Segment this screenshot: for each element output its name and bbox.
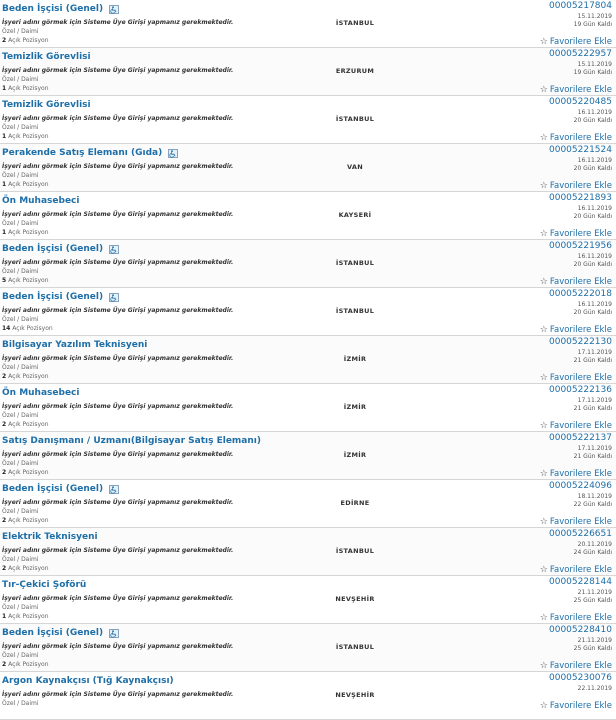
job-row (0, 480, 616, 528)
job-title-link[interactable]: Tır-Çekici Şoförü (2, 580, 87, 590)
employer-hidden-notice: İşyeri adını görmek için Sisteme Üye Girişi yapmanız gerekmektedir. (2, 211, 234, 218)
open-positions-label: Açık Pozisyon (8, 517, 49, 524)
job-city: İZMİR (343, 403, 367, 411)
add-to-favorites-label: Favorilere Ekle (549, 565, 612, 575)
add-to-favorites-label: Favorilere Ekle (549, 421, 612, 431)
job-title-link[interactable]: Bilgisayar Yazılım Teknisyeni (2, 340, 148, 350)
days-remaining: 22 Gün Kaldı (573, 501, 612, 508)
job-code-link[interactable]: 00005221524 (549, 145, 612, 155)
job-title-link[interactable]: Ön Muhasebeci (2, 196, 80, 206)
open-positions (2, 181, 49, 188)
employer-hidden-notice: İşyeri adını görmek için Sisteme Üye Girişi yapmanız gerekmektedir. (2, 355, 234, 362)
add-to-favorites-label: Favorilere Ekle (549, 133, 612, 143)
open-positions (2, 373, 49, 380)
employer-hidden-notice: İşyeri adını görmek için Sisteme Üye Girişi yapmanız gerekmektedir. (2, 19, 234, 26)
add-to-favorites-button[interactable] (540, 660, 612, 672)
job-city: İSTANBUL (335, 115, 375, 123)
days-remaining: 20 Gün Kaldı (573, 213, 612, 220)
job-title-link[interactable]: Temizlik Görevlisi (2, 52, 91, 62)
open-positions (2, 325, 53, 332)
job-title-link[interactable]: Elektrik Teknisyeni (2, 532, 98, 542)
job-date: 16.11.2019 (577, 253, 612, 260)
add-to-favorites-label: Favorilere Ekle (549, 701, 612, 711)
job-code-link[interactable]: 00005221956 (549, 241, 612, 251)
open-positions-count: 1 (2, 613, 7, 620)
job-type: Özel / Daimi (2, 652, 39, 659)
open-positions-label: Açık Pozisyon (8, 661, 49, 668)
add-to-favorites-label: Favorilere Ekle (549, 661, 612, 671)
job-row (0, 672, 616, 720)
open-positions (2, 469, 49, 476)
wheelchair-icon (109, 245, 119, 254)
job-date: 15.11.2019 (577, 61, 612, 68)
add-to-favorites-button[interactable] (540, 180, 612, 192)
add-to-favorites-label: Favorilere Ekle (549, 325, 612, 335)
job-title-link[interactable]: Satış Danışmanı / Uzmanı(Bilgisayar Satış Elemanı) (2, 436, 261, 446)
title-line (2, 194, 79, 208)
job-city: İZMİR (343, 355, 367, 363)
job-row (0, 384, 616, 432)
job-date: 15.11.2019 (577, 13, 612, 20)
employer-hidden-notice: İşyeri adını görmek için Sisteme Üye Girişi yapmanız gerekmektedir. (2, 163, 234, 170)
add-to-favorites-label: Favorilere Ekle (549, 37, 612, 47)
open-positions (2, 277, 49, 284)
add-to-favorites-button[interactable] (540, 516, 612, 528)
job-city: İSTANBUL (335, 643, 375, 651)
job-row (0, 48, 616, 96)
job-type: Özel / Daimi (2, 604, 39, 611)
job-date: 17.11.2019 (577, 349, 612, 356)
job-row (0, 528, 616, 576)
add-to-favorites-button[interactable] (540, 564, 612, 576)
open-positions-label: Açık Pozisyon (8, 421, 49, 428)
star-outline-icon: ☆ (539, 613, 548, 623)
open-positions-label: Açık Pozisyon (8, 373, 49, 380)
add-to-favorites-button[interactable] (540, 84, 612, 96)
job-date: 22.11.2019 (577, 685, 612, 692)
add-to-favorites-button[interactable] (540, 276, 612, 288)
job-title-link[interactable]: Beden İşçisi (Genel) (2, 484, 104, 494)
job-code-link[interactable]: 00005226651 (549, 529, 612, 539)
title-line (2, 2, 119, 16)
add-to-favorites-label: Favorilere Ekle (549, 613, 612, 623)
employer-hidden-notice: İşyeri adını görmek için Sisteme Üye Girişi yapmanız gerekmektedir. (2, 259, 234, 266)
add-to-favorites-button[interactable] (540, 420, 612, 432)
job-row (0, 336, 616, 384)
wheelchair-icon (109, 293, 119, 302)
add-to-favorites-label: Favorilere Ekle (549, 229, 612, 239)
job-type: Özel / Daimi (2, 700, 39, 707)
job-meta (492, 481, 612, 528)
open-positions (2, 85, 49, 92)
job-city: İSTANBUL (335, 259, 375, 267)
open-positions-count: 1 (2, 181, 7, 188)
add-to-favorites-button[interactable] (540, 228, 612, 240)
job-meta (492, 577, 612, 624)
add-to-favorites-button[interactable] (540, 36, 612, 48)
employer-hidden-notice: İşyeri adını görmek için Sisteme Üye Girişi yapmanız gerekmektedir. (2, 547, 234, 554)
add-to-favorites-label: Favorilere Ekle (549, 277, 612, 287)
add-to-favorites-button[interactable] (540, 700, 612, 712)
open-positions-count: 2 (2, 373, 7, 380)
open-positions (2, 517, 49, 524)
star-outline-icon: ☆ (539, 181, 548, 191)
open-positions (2, 421, 49, 428)
days-remaining: 21 Gün Kaldı (573, 405, 612, 412)
job-meta (492, 1, 612, 48)
job-date: 17.11.2019 (577, 397, 612, 404)
employer-hidden-notice: İşyeri adını görmek için Sisteme Üye Girişi yapmanız gerekmektedir. (2, 595, 234, 602)
job-date: 18.11.2019 (577, 493, 612, 500)
open-positions-label: Açık Pozisyon (8, 565, 49, 572)
star-outline-icon: ☆ (539, 373, 548, 383)
job-row (0, 576, 616, 624)
open-positions-label: Açık Pozisyon (8, 613, 49, 620)
star-outline-icon: ☆ (539, 565, 548, 575)
employer-hidden-notice: İşyeri adını görmek için Sisteme Üye Girişi yapmanız gerekmektedir. (2, 451, 234, 458)
employer-hidden-notice: İşyeri adını görmek için Sisteme Üye Girişi yapmanız gerekmektedir. (2, 691, 234, 698)
add-to-favorites-button[interactable] (540, 132, 612, 144)
days-remaining: 21 Gün Kaldı (573, 357, 612, 364)
title-line (2, 578, 86, 592)
title-line (2, 50, 91, 64)
job-title-link[interactable]: Beden İşçisi (Genel) (2, 244, 104, 254)
open-positions-count: 2 (2, 565, 7, 572)
job-meta (492, 49, 612, 96)
open-positions (2, 613, 49, 620)
job-city: EDİRNE (340, 499, 370, 507)
add-to-favorites-button[interactable] (540, 324, 612, 336)
title-line (2, 290, 119, 304)
star-outline-icon: ☆ (539, 133, 548, 143)
open-positions-label: Açık Pozisyon (8, 85, 49, 92)
job-type: Özel / Daimi (2, 316, 39, 323)
open-positions-count: 2 (2, 661, 7, 668)
job-date: 21.11.2019 (577, 637, 612, 644)
job-meta (492, 433, 612, 480)
title-line (2, 386, 79, 400)
job-code-link[interactable]: 00005222136 (549, 385, 612, 395)
open-positions-count: 2 (2, 421, 7, 428)
open-positions-label: Açık Pozisyon (8, 469, 49, 476)
job-city: İSTANBUL (335, 307, 375, 315)
employer-hidden-notice: İşyeri adını görmek için Sisteme Üye Girişi yapmanız gerekmektedir. (2, 499, 234, 506)
job-row (0, 144, 616, 192)
job-city: İSTANBUL (335, 19, 375, 27)
job-city: İSTANBUL (335, 547, 375, 555)
job-code-link[interactable]: 00005228410 (549, 625, 612, 635)
open-positions-count: 1 (2, 229, 7, 236)
job-type: Özel / Daimi (2, 268, 39, 275)
title-line (2, 98, 91, 112)
job-title-link[interactable]: Perakende Satış Elemanı (Gıda) (2, 148, 163, 158)
days-remaining: 19 Gün Kaldı (573, 69, 612, 76)
title-line (2, 674, 174, 688)
title-line (2, 338, 147, 352)
days-remaining: 20 Gün Kaldı (573, 261, 612, 268)
title-line (2, 242, 119, 256)
star-outline-icon: ☆ (539, 517, 548, 527)
job-type: Özel / Daimi (2, 28, 39, 35)
job-code-link[interactable]: 00005222137 (549, 433, 612, 443)
open-positions-label: Açık Pozisyon (8, 133, 49, 140)
add-to-favorites-label: Favorilere Ekle (549, 85, 612, 95)
job-title-link[interactable]: Ön Muhasebeci (2, 388, 80, 398)
job-title-link[interactable]: Temizlik Görevlisi (2, 100, 91, 110)
job-type: Özel / Daimi (2, 76, 39, 83)
job-date: 17.11.2019 (577, 445, 612, 452)
open-positions-count: 2 (2, 517, 7, 524)
title-line (2, 434, 261, 448)
job-date: 16.11.2019 (577, 301, 612, 308)
job-type: Özel / Daimi (2, 508, 39, 515)
star-outline-icon: ☆ (539, 701, 548, 711)
job-title-link[interactable]: Beden İşçisi (Genel) (2, 4, 104, 14)
job-meta (492, 97, 612, 144)
open-positions (2, 661, 49, 668)
job-type: Özel / Daimi (2, 220, 39, 227)
star-outline-icon: ☆ (539, 325, 548, 335)
star-outline-icon: ☆ (539, 661, 548, 671)
wheelchair-icon (109, 5, 119, 14)
days-remaining: 21 Gün Kaldı (573, 453, 612, 460)
open-positions-count: 5 (2, 277, 7, 284)
job-city: NEVŞEHİR (335, 595, 375, 603)
job-date: 21.11.2019 (577, 589, 612, 596)
employer-hidden-notice: İşyeri adını görmek için Sisteme Üye Girişi yapmanız gerekmektedir. (2, 643, 234, 650)
job-city: KAYSERİ (338, 211, 372, 219)
open-positions (2, 229, 49, 236)
job-title-link[interactable]: Beden İşçisi (Genel) (2, 628, 104, 638)
open-positions (2, 37, 49, 44)
job-meta (492, 337, 612, 384)
open-positions-label: Açık Pozisyon (12, 325, 53, 332)
job-meta (492, 145, 612, 192)
open-positions-count: 1 (2, 85, 7, 92)
open-positions-count: 2 (2, 469, 7, 476)
job-meta (492, 193, 612, 240)
job-code-link[interactable]: 00005222130 (549, 337, 612, 347)
title-line (2, 530, 98, 544)
days-remaining: 20 Gün Kaldı (573, 309, 612, 316)
open-positions (2, 565, 49, 572)
job-type: Özel / Daimi (2, 412, 39, 419)
add-to-favorites-label: Favorilere Ekle (549, 181, 612, 191)
days-remaining: 20 Gün Kaldı (573, 165, 612, 172)
job-type: Özel / Daimi (2, 364, 39, 371)
days-remaining: 25 Gün Kaldı (573, 645, 612, 652)
open-positions-label: Açık Pozisyon (8, 37, 49, 44)
open-positions-label: Açık Pozisyon (8, 229, 49, 236)
job-code-link[interactable]: 00005222957 (549, 49, 612, 59)
job-date: 16.11.2019 (577, 205, 612, 212)
star-outline-icon: ☆ (539, 421, 548, 431)
job-meta (492, 289, 612, 336)
employer-hidden-notice: İşyeri adını görmek için Sisteme Üye Girişi yapmanız gerekmektedir. (2, 115, 234, 122)
add-to-favorites-button[interactable] (540, 612, 612, 624)
open-positions-count: 2 (2, 37, 7, 44)
job-code-link[interactable]: 00005222018 (549, 289, 612, 299)
job-title-link[interactable]: Beden İşçisi (Genel) (2, 292, 104, 302)
job-city: NEVŞEHİR (335, 691, 375, 699)
job-city: İZMİR (343, 451, 367, 459)
job-meta (492, 529, 612, 576)
star-outline-icon: ☆ (539, 37, 548, 47)
job-row (0, 0, 616, 48)
job-meta (492, 625, 612, 672)
job-meta (492, 673, 612, 712)
job-row (0, 432, 616, 480)
employer-hidden-notice: İşyeri adını görmek için Sisteme Üye Girişi yapmanız gerekmektedir. (2, 67, 234, 74)
job-row (0, 192, 616, 240)
job-type: Özel / Daimi (2, 556, 39, 563)
employer-hidden-notice: İşyeri adını görmek için Sisteme Üye Girişi yapmanız gerekmektedir. (2, 307, 234, 314)
add-to-favorites-label: Favorilere Ekle (549, 373, 612, 383)
title-line (2, 146, 178, 160)
job-code-link[interactable]: 00005217804 (549, 1, 612, 11)
days-remaining: 24 Gün Kaldı (573, 549, 612, 556)
job-city: ERZURUM (335, 67, 375, 75)
star-outline-icon: ☆ (539, 229, 548, 239)
job-date: 20.11.2019 (577, 541, 612, 548)
days-remaining: 19 Gün Kaldı (573, 21, 612, 28)
title-line (2, 626, 119, 640)
wheelchair-icon (168, 149, 178, 158)
title-line (2, 482, 119, 496)
star-outline-icon: ☆ (539, 469, 548, 479)
job-row (0, 240, 616, 288)
open-positions-label: Açık Pozisyon (8, 181, 49, 188)
wheelchair-icon (109, 485, 119, 494)
add-to-favorites-button[interactable] (540, 468, 612, 480)
wheelchair-icon (109, 629, 119, 638)
job-date: 16.11.2019 (577, 109, 612, 116)
job-meta (492, 385, 612, 432)
job-city: VAN (347, 163, 363, 171)
job-row (0, 96, 616, 144)
job-code-link[interactable]: 00005224096 (549, 481, 612, 491)
days-remaining: 20 Gün Kaldı (573, 117, 612, 124)
employer-hidden-notice: İşyeri adını görmek için Sisteme Üye Girişi yapmanız gerekmektedir. (2, 403, 234, 410)
job-title-link[interactable]: Argon Kaynakçısı (Tığ Kaynakçısı) (2, 676, 174, 686)
job-code-link[interactable]: 00005220485 (549, 97, 612, 107)
open-positions (2, 133, 49, 140)
job-code-link[interactable]: 00005228144 (549, 577, 612, 587)
job-date: 16.11.2019 (577, 157, 612, 164)
star-outline-icon: ☆ (539, 85, 548, 95)
job-code-link[interactable]: 00005230076 (549, 673, 612, 683)
star-outline-icon: ☆ (539, 277, 548, 287)
add-to-favorites-label: Favorilere Ekle (549, 469, 612, 479)
job-type: Özel / Daimi (2, 172, 39, 179)
add-to-favorites-button[interactable] (540, 372, 612, 384)
days-remaining: 25 Gün Kaldı (573, 597, 612, 604)
job-code-link[interactable]: 00005221893 (549, 193, 612, 203)
open-positions-label: Açık Pozisyon (8, 277, 49, 284)
job-type: Özel / Daimi (2, 460, 39, 467)
job-row (0, 288, 616, 336)
job-meta (492, 241, 612, 288)
job-row (0, 624, 616, 672)
job-type: Özel / Daimi (2, 124, 39, 131)
open-positions-count: 14 (2, 325, 11, 332)
add-to-favorites-label: Favorilere Ekle (549, 517, 612, 527)
open-positions-count: 1 (2, 133, 7, 140)
